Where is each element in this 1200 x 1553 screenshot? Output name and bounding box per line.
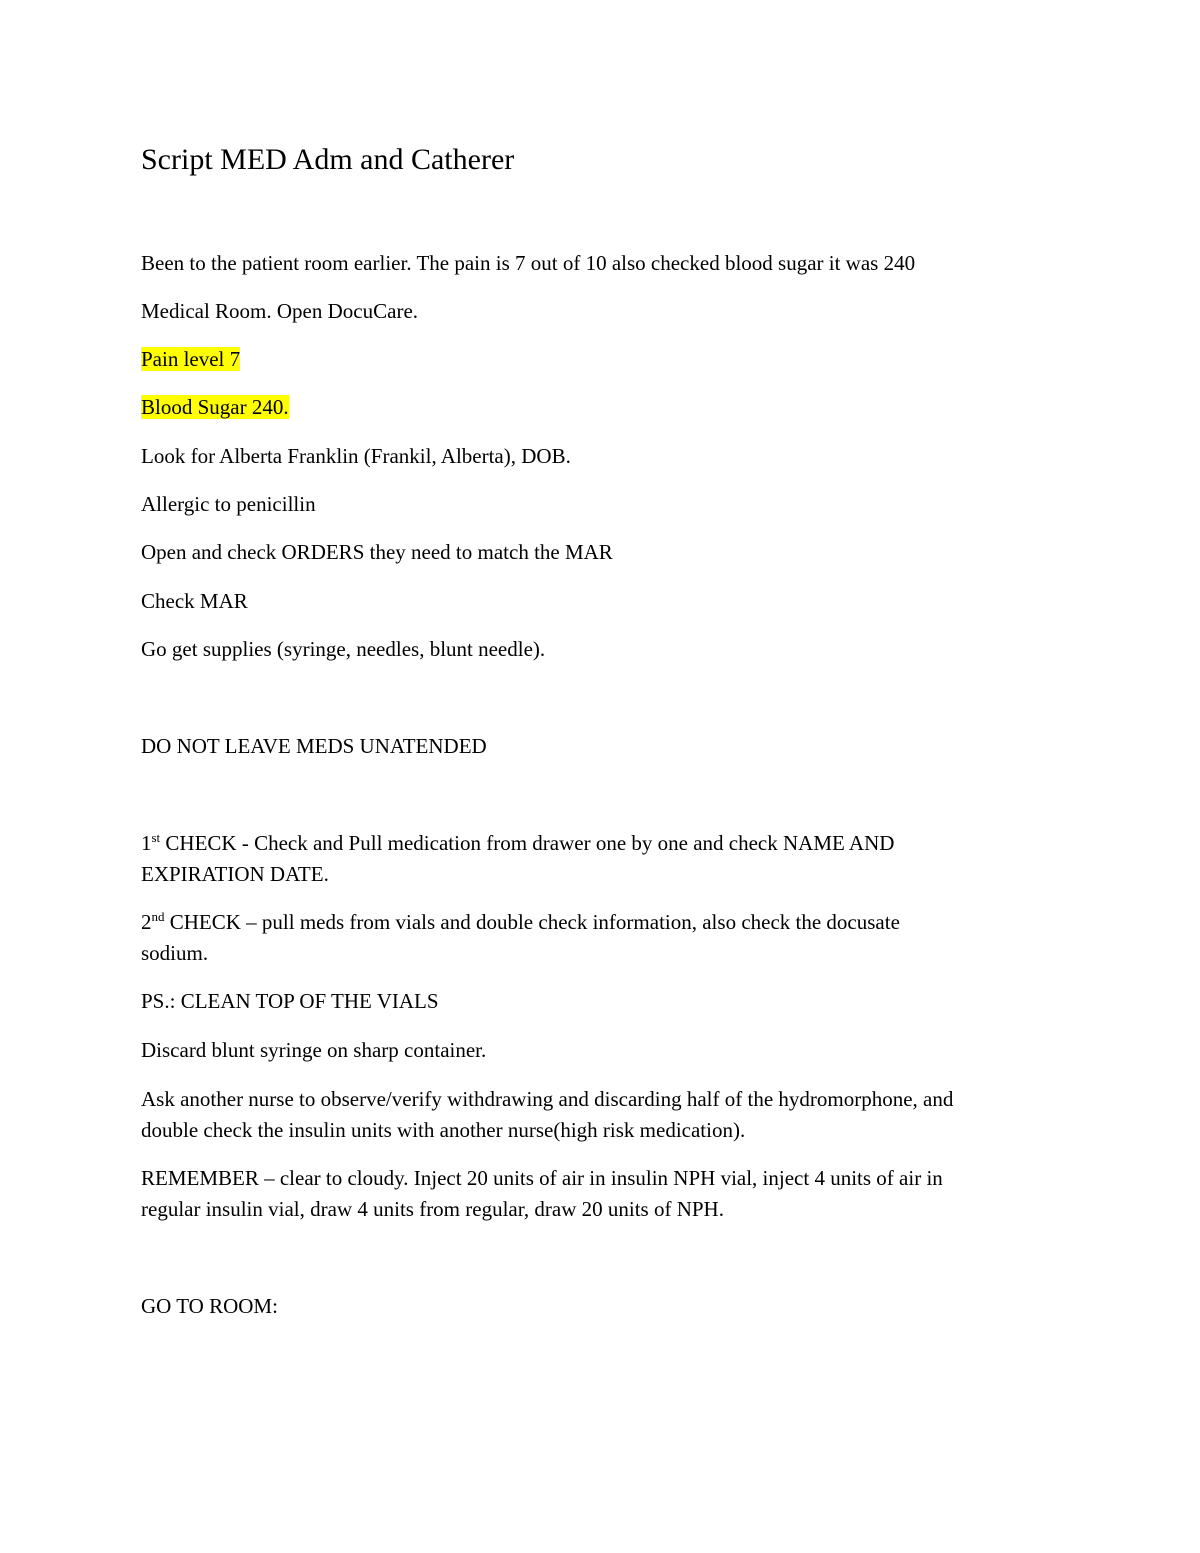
- paragraph-earlier-visit: Been to the patient room earlier. The pain is 7 out of 10 also checked blood sugar it was 240: [141, 251, 916, 275]
- paragraph-go-to-room: GO TO ROOM:: [141, 1294, 278, 1318]
- highlighted-pain-level: Pain level 7: [141, 347, 241, 371]
- paragraph-pain-level: [141, 344, 1071, 375]
- highlighted-blood-sugar: Blood Sugar 240.: [141, 395, 289, 419]
- remember-line-2: regular insulin vial, draw 4 units from regular, draw 20 units of NPH.: [141, 1197, 724, 1221]
- ask-nurse-line-1: Ask another nurse to observe/verify withdrawing and discarding half of the hydromorphone, and: [141, 1087, 954, 1111]
- paragraph-supplies: Go get supplies (syringe, needles, blunt needle).: [141, 637, 546, 661]
- paragraph-remember: [141, 1163, 1071, 1225]
- second-check-line-2: sodium.: [141, 941, 209, 965]
- second-check-line-1: 2nd CHECK – pull meds from vials and double check information, also check the docusate: [141, 909, 900, 934]
- first-check-line-2: EXPIRATION DATE.: [141, 862, 329, 886]
- paragraph-check-mar: Check MAR: [141, 589, 248, 613]
- paragraph-do-not-leave: DO NOT LEAVE MEDS UNATENDED: [141, 734, 487, 758]
- paragraph-first-check: [141, 828, 1071, 890]
- paragraph-medical-room: Medical Room. Open DocuCare.: [141, 299, 419, 323]
- paragraph-blood-sugar: [141, 392, 1071, 423]
- paragraph-patient-lookup: Look for Alberta Franklin (Frankil, Alberta), DOB.: [141, 444, 571, 468]
- ask-nurse-line-2: double check the insulin units with another nurse(high risk medication).: [141, 1118, 746, 1142]
- document-title: Script MED Adm and Catherer: [141, 143, 515, 176]
- superscript-st: st: [151, 830, 161, 845]
- paragraph-check-orders: Open and check ORDERS they need to match the MAR: [141, 540, 613, 564]
- paragraph-second-check: [141, 907, 1071, 969]
- paragraph-clean-vials: PS.: CLEAN TOP OF THE VIALS: [141, 989, 439, 1013]
- paragraph-discard-syringe: Discard blunt syringe on sharp container.: [141, 1038, 487, 1062]
- remember-line-1: REMEMBER – clear to cloudy. Inject 20 units of air in insulin NPH vial, inject 4 units of air in: [141, 1166, 943, 1190]
- superscript-nd: nd: [151, 909, 165, 924]
- paragraph-allergy: Allergic to penicillin: [141, 492, 316, 516]
- first-check-line-1: 1st CHECK - Check and Pull medication from drawer one by one and check NAME AND: [141, 830, 895, 855]
- paragraph-ask-nurse: [141, 1084, 1071, 1146]
